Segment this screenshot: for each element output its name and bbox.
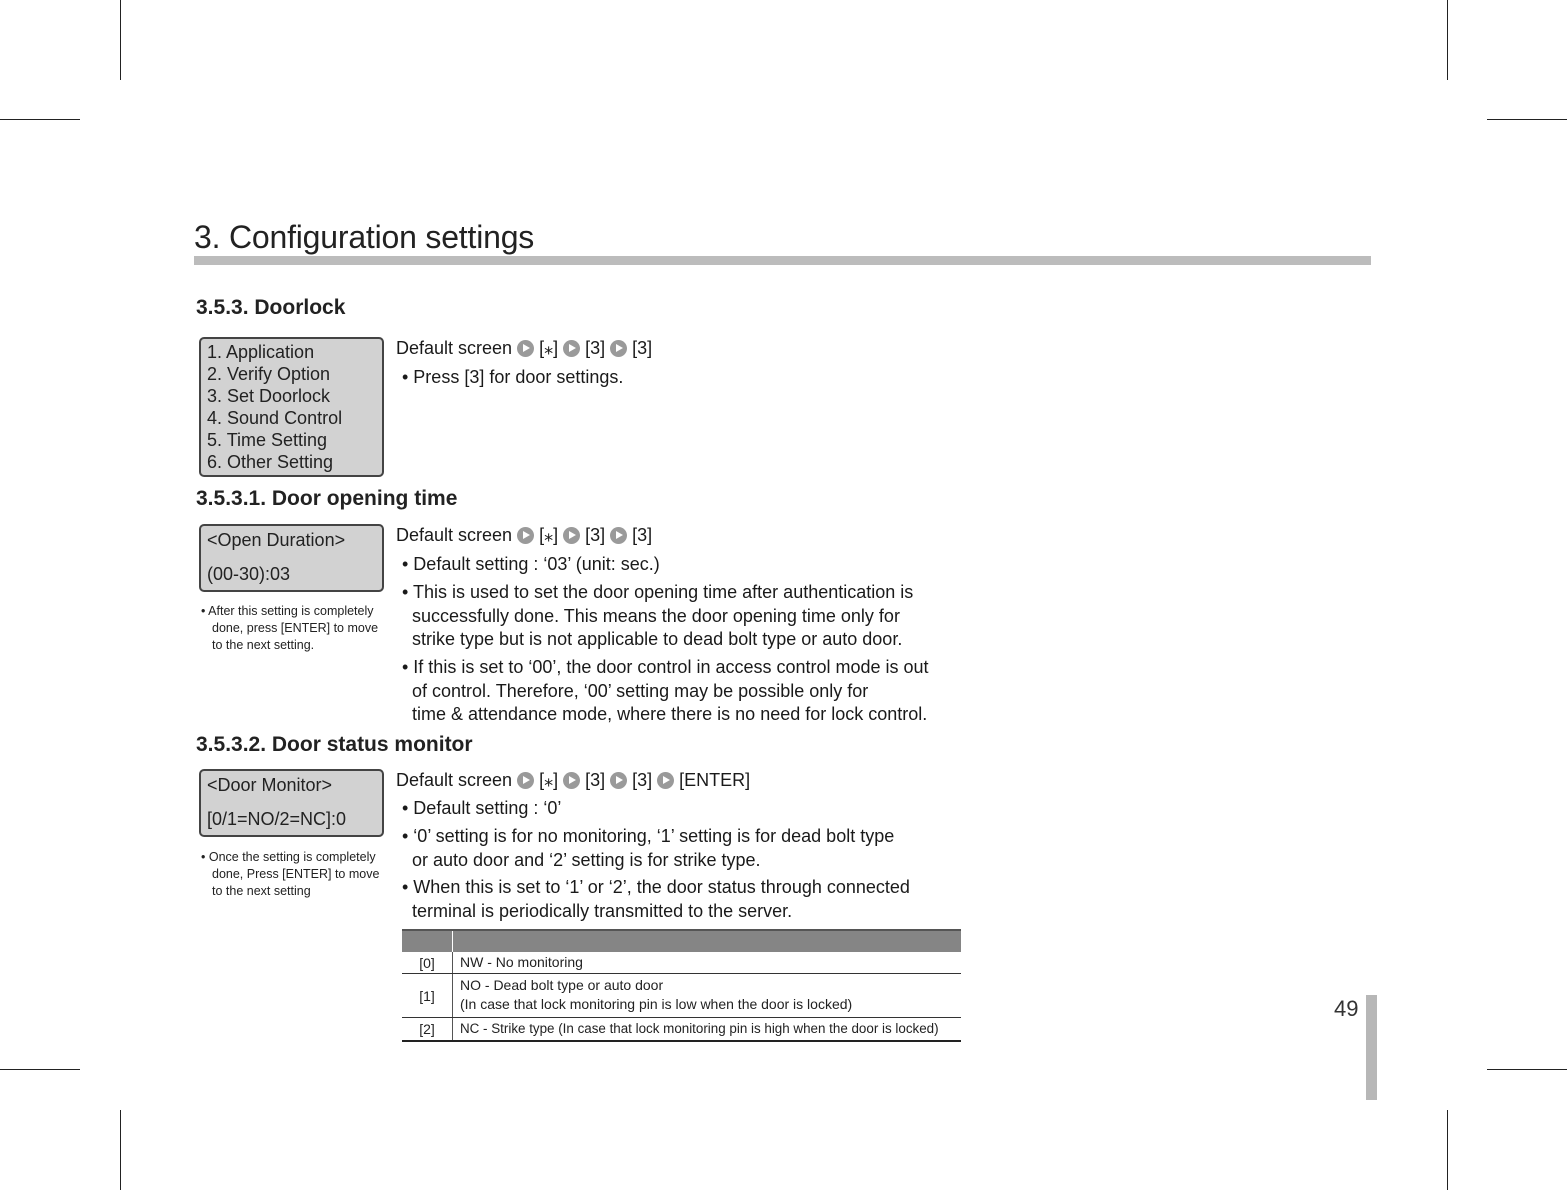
lcd-menu-display <box>199 337 384 477</box>
key-path <box>396 770 750 791</box>
table-cell-key: [1] <box>402 974 453 1017</box>
table-cell-desc: NC - Strike type (In case that lock monitoring pin is high when the door is locked) <box>460 1021 939 1036</box>
side-note <box>201 849 379 900</box>
arrow-right-icon <box>517 340 534 357</box>
path-step: [⁎] <box>539 338 559 358</box>
arrow-right-icon <box>610 772 627 789</box>
bullet-text: • Default setting : ‘03’ (unit: sec.) <box>402 554 660 574</box>
lcd-menu-item: 3. Set Doorlock <box>207 386 331 406</box>
lcd-menu-item: 4. Sound Control <box>207 408 343 428</box>
title-rule <box>194 256 1371 265</box>
crop-mark <box>120 1110 121 1190</box>
crop-mark <box>0 119 80 120</box>
lcd-line: (00-30):03 <box>207 564 291 584</box>
table-cell-key: [2] <box>402 1018 453 1040</box>
note-line: • After this setting is completely <box>201 604 374 618</box>
arrow-right-icon <box>657 772 674 789</box>
table-row <box>402 1018 961 1042</box>
table-row <box>402 974 961 1018</box>
page-edge-bar <box>1366 995 1377 1100</box>
section-heading-doorlock: 3.5.3. Doorlock <box>196 296 346 319</box>
lcd-menu-item: 5. Time Setting <box>207 430 328 450</box>
lcd-line: <Open Duration> <box>207 530 346 550</box>
lcd-menu-item: 2. Verify Option <box>207 364 331 384</box>
arrow-right-icon <box>517 772 534 789</box>
bullet-text: terminal is periodically transmitted to the server. <box>412 900 793 921</box>
crop-mark <box>0 1069 80 1070</box>
note-line: done, press [ENTER] to move <box>212 621 379 635</box>
crop-mark <box>1487 1069 1567 1070</box>
table-row <box>402 952 961 974</box>
path-step: Default screen <box>396 770 513 790</box>
crop-mark <box>1447 1110 1448 1190</box>
key-path <box>396 525 652 546</box>
bullet-item <box>402 876 910 923</box>
page-title: 3. Configuration settings <box>194 219 535 255</box>
arrow-right-icon <box>563 772 580 789</box>
note-line: • Once the setting is completely <box>201 850 376 864</box>
arrow-right-icon <box>517 527 534 544</box>
bullet-text: time & attendance mode, where there is no need for lock control. <box>412 704 928 724</box>
path-step: [3] <box>585 770 606 790</box>
lcd-open-duration-display <box>199 524 384 592</box>
bullet-text: • When this is set to ‘1’ or ‘2’, the door status through connected <box>402 877 910 897</box>
lcd-line: <Door Monitor> <box>207 775 333 795</box>
note-line: to the next setting. <box>212 638 315 652</box>
path-step: [ENTER] <box>679 770 751 790</box>
arrow-right-icon <box>563 527 580 544</box>
path-step: [3] <box>585 338 606 358</box>
bullet-item <box>402 366 623 390</box>
bullet-text: • If this is set to ‘00’, the door control in access control mode is out <box>402 657 929 677</box>
bullet-text: strike type but is not applicable to dead bolt type or auto door. <box>412 629 903 649</box>
table-header <box>402 929 961 952</box>
page-number: 49 <box>1334 996 1359 1021</box>
section-heading-opening-time: 3.5.3.1. Door opening time <box>196 487 458 510</box>
bullet-text: • This is used to set the door opening time after authentication is <box>402 582 914 602</box>
section-heading-status-monitor: 3.5.3.2. Door status monitor <box>196 733 473 756</box>
bullet-item <box>402 581 913 652</box>
arrow-right-icon <box>563 340 580 357</box>
bullet-text: • ‘0’ setting is for no monitoring, ‘1’ setting is for dead bolt type <box>402 826 895 846</box>
path-step: Default screen <box>396 338 513 358</box>
bullet-text: successfully done. This means the door opening time only for <box>412 605 900 626</box>
lcd-line: [0/1=NO/2=NC]:0 <box>207 809 347 829</box>
lcd-door-monitor-display <box>199 769 384 837</box>
path-step: [3] <box>632 525 653 545</box>
bullet-text: • Press [3] for door settings. <box>402 367 624 387</box>
bullet-item <box>402 825 894 872</box>
side-note <box>201 603 378 654</box>
crop-mark <box>120 0 121 80</box>
key-path <box>396 338 652 359</box>
bullet-item <box>402 553 660 577</box>
note-line: to the next setting <box>212 884 311 898</box>
crop-mark <box>1487 119 1567 120</box>
bullet-item <box>402 797 561 821</box>
path-step: Default screen <box>396 525 513 545</box>
path-step: [3] <box>632 770 653 790</box>
bullet-item <box>402 656 929 727</box>
bullet-text: • Default setting : ‘0’ <box>402 798 562 818</box>
path-step: [3] <box>585 525 606 545</box>
arrow-right-icon <box>610 340 627 357</box>
bullet-text: or auto door and ‘2’ setting is for strike type. <box>412 849 761 870</box>
path-step: [3] <box>632 338 653 358</box>
path-step: [⁎] <box>539 770 559 790</box>
note-line: done, Press [ENTER] to move <box>212 867 380 881</box>
bullet-text: of control. Therefore, ‘00’ setting may be possible only for <box>412 680 869 701</box>
table-cell-desc: NO - Dead bolt type or auto door (In case that lock monitoring pin is low when the door is locked) <box>460 977 853 1012</box>
lcd-menu-item: 1. Application <box>207 342 315 362</box>
table-cell-desc: NW - No monitoring <box>460 954 583 970</box>
path-step: [⁎] <box>539 525 559 545</box>
arrow-right-icon <box>610 527 627 544</box>
crop-mark <box>1447 0 1448 80</box>
lcd-menu-item: 6. Other Setting <box>207 452 334 472</box>
table-cell-key: [0] <box>402 952 453 973</box>
monitor-settings-table <box>402 929 961 1042</box>
